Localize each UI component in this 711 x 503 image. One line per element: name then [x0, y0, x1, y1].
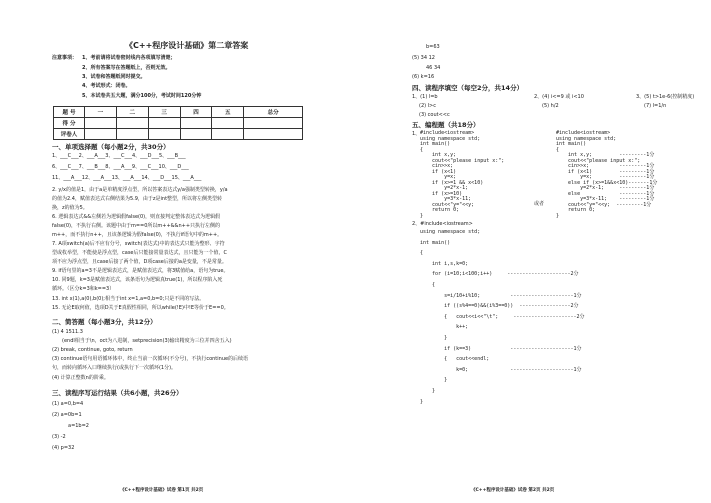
section4-heading: 四、读程序填空（每空2分，共14分）: [412, 84, 524, 92]
note-4: 4、考试形式：闭卷。: [82, 83, 131, 89]
answer-line-2: 6、___C___7、___B___8、___A___9、___C___10、___D___: [52, 164, 189, 170]
note-2: 2、所有答案写在答题纸上，否则无效。: [82, 65, 171, 71]
code-line: cin>>x; ---------1分: [556, 163, 655, 169]
score-header-cell: 总分: [244, 107, 303, 118]
code-line: else ---------1分: [556, 190, 655, 197]
left-page: [0, 0, 355, 503]
expl-line: 15. 无论E取何值，选项D关于E真假性相同，所以while(!E)中!E等价于E==0。: [52, 305, 229, 311]
score-header-cell: 一: [85, 107, 117, 118]
code-line: {: [420, 281, 436, 288]
code-line: if (x<1) ---------1分: [556, 168, 655, 175]
code-line: }: [420, 377, 448, 384]
code-line: }: [420, 398, 424, 405]
result-item: (5) 34 12: [412, 55, 435, 61]
section3-heading: 三、读程序写运行结果（共6小题，共26分）: [52, 389, 183, 397]
or-label: 或者: [534, 201, 545, 207]
expl-line: false(0)，不执行右侧。该题中由于m==0所以m++&&n++只执行左侧的: [52, 223, 221, 229]
code-line: k=0; ---------------------1分: [420, 366, 582, 373]
fill-answer: (2) l>c: [419, 103, 436, 109]
page-footer: 《C++程序设计基础》试卷 第2页 共2页: [471, 488, 555, 493]
code-line: cout<<"y="<<y;: [420, 201, 475, 208]
code-line: else if (x>=1&&x<10)-------1分: [556, 179, 658, 186]
code-line: using namespace std;: [420, 229, 481, 235]
fill-answer: (7) l=1/n: [644, 103, 667, 109]
code-line: return 0;: [556, 207, 596, 213]
code-line: if (x>=1 && x<10): [420, 179, 484, 186]
score-cell: [180, 129, 212, 140]
right-page: [356, 0, 711, 503]
expl-line: 6. 逻辑表达式&&左侧若为逻辑假false(0)，则直接判定整体表达式为逻辑假: [52, 214, 221, 220]
expl-line: 7. A项switch(a)后不应有分号，switch(表达式)中的表达式只能为整形、字符: [52, 241, 225, 247]
fill-answer: 3、(5) t>1e-6(控制精度): [636, 94, 695, 100]
code-line: y=2*x-1;: [420, 185, 469, 191]
page-footer: 《C++程序设计基础》试卷 第1页 共2页: [120, 488, 204, 493]
fill-answer: 2、(4) i<=9 或 i<10: [534, 94, 584, 100]
expl-line: m++，而不执行n++，且该条逻辑为假false(0)，不执行if语句中的m++。: [52, 232, 223, 238]
code-line: if (x>=10): [420, 190, 463, 197]
code-line: cout<<"y="<<y; ---------1分: [556, 201, 652, 208]
note-3: 3、试卷和答题纸同时提交。: [82, 74, 146, 80]
section2-heading: 二、简答题（每小题3分，共12分）: [52, 318, 157, 326]
short-answer: (2) break, continue, goto, return: [52, 347, 133, 353]
code-line: { cout<<i<<"\t"; ---------------------2分: [420, 313, 585, 320]
fill-answer: (5) h/2: [542, 103, 559, 109]
result-item: (3) -2: [52, 434, 66, 440]
code-line: #include<iostream>: [556, 130, 611, 136]
code-line: int x,y; ---------1分: [556, 152, 655, 158]
code-line: y=2*x-1; ---------1分: [556, 185, 655, 191]
code-line: }: [420, 334, 448, 341]
score-cell: [85, 129, 117, 140]
short-answer: (4) 计算正整数n的阶乘。: [52, 375, 109, 381]
score-row-label: 得 分: [54, 118, 85, 129]
score-cell: [244, 118, 303, 129]
result-item: a=1b=2: [68, 423, 89, 429]
code-line: if ((s%4==0)&&(i%3==0)) -----------------2分: [420, 303, 579, 310]
code-line: y=3*x-11;: [420, 196, 472, 202]
score-cell: [116, 118, 148, 129]
code-block-b: [556, 131, 657, 219]
code-line: cout<<"please input x:";: [420, 157, 505, 164]
code-line: {: [556, 146, 560, 153]
score-cell: [148, 118, 180, 129]
score-header-cell: 四: [180, 107, 212, 118]
fill-answer: 1、(1) l=b: [412, 94, 438, 100]
code-block-c: [420, 230, 585, 410]
result-item: (4) p=32: [52, 445, 75, 451]
code-line: int main(): [420, 141, 451, 147]
note-1: 1、考前请将试卷密封线内各项填写清楚；: [82, 55, 176, 61]
expl-line: 2. y/x的值是1，由于a是单精度浮点型，所以答案表达式y/a强制类型转换，y/a: [52, 187, 228, 193]
code-line: }: [420, 387, 436, 394]
score-cell: [85, 118, 117, 129]
result-item: 46 34: [426, 65, 441, 71]
result-item: b=63: [426, 44, 440, 50]
score-cell: [212, 129, 244, 140]
program-2-label: 2、#include<iostream>: [412, 221, 473, 227]
score-header-cell: 题 号: [54, 107, 85, 118]
expl-line: 循环。（区分k=3和k==3）: [52, 286, 115, 292]
code-line: using namespace std;: [556, 135, 617, 142]
code-line: k++;: [420, 324, 469, 331]
note-5: 5、本试卷共五大题，满分100分，考试时间120分钟: [82, 93, 202, 99]
score-table: [53, 106, 303, 140]
short-answer: (endl相当于\n，oct为八进制，setprecision(3)输出精度为三位并四舍五入): [62, 338, 232, 344]
answer-line-3: 11、___A___12、___A___13、___A___14、___D___15、___A___: [52, 175, 202, 181]
code-line: for (i=10;i<100;i++) ---------------------2分: [420, 271, 579, 278]
expl-line: 10. 同9题，k=3是赋值表达式，该条语句为逻辑真true(1)，所以程序陷入死: [52, 277, 223, 283]
result-item: (1) a=0,b=4: [52, 401, 84, 407]
code-line: s=i/10+i%10; ---------------------1分: [420, 292, 582, 299]
expl-line: 换，z的值为5。: [52, 205, 88, 211]
section1-heading: 一、单项选择题（每小题2分，共30分）: [52, 143, 170, 151]
code-line: if (x<1): [420, 168, 457, 175]
page-title: 《C++程序设计基础》第二章答案: [125, 41, 249, 50]
result-item: (6) k=16: [412, 74, 435, 80]
expl-line: 13. int x(1),a(0),b(0);相当于int x=1,a=0,b=0;只是不同的写法。: [52, 296, 205, 302]
score-cell: [180, 118, 212, 129]
score-cell: [148, 129, 180, 140]
notes-label: 注意事项：: [52, 55, 78, 61]
section5-heading: 五、编程题（共18分）: [412, 121, 480, 129]
code-line: int i,s,k=0;: [420, 260, 469, 267]
expl-line: 的值为2.4，赋值表达式右侧结果为5.9，由于z是int整型，所以将左侧类型转: [52, 196, 223, 202]
score-header-cell: 五: [212, 107, 244, 118]
expl-line: 9. if语句里的a=3不是逻辑表达式，是赋值表达式，将3赋值给a，语句为true。: [52, 268, 229, 274]
code-line: cin>>x;: [420, 163, 454, 169]
code-line: int x,y;: [420, 152, 457, 158]
short-answer: (1) 4 1511.3: [52, 329, 83, 335]
expl-line: 项不应为浮点型，且case后接了两个值，D项case后接的a是变量，不是常量。: [52, 259, 227, 265]
score-cell: [116, 129, 148, 140]
code-line: y=x;: [420, 174, 457, 180]
code-line: return 0;: [420, 207, 460, 213]
code-line: int main(): [556, 141, 587, 147]
code-line: cout<<"please input x:";: [556, 157, 641, 164]
code-line: y=x; ---------1分: [556, 174, 655, 180]
short-answer: (3) continue语句用语循环体中，终止当前一次循环(不分号)，不执行continue的后续语: [52, 356, 249, 362]
score-row-label: 评卷人: [54, 129, 85, 140]
code-line: {: [420, 146, 424, 153]
score-header-cell: 二: [116, 107, 148, 118]
code-line: {: [420, 250, 424, 257]
answer-line-1: 1、___C___2、___A___3、___C___4、___D___5、___B___: [52, 153, 186, 159]
short-answer: 句，而转向循环入口继续执行(或执行下一次循环(1分)。: [52, 365, 177, 371]
code-line: if (k==3) ---------------------1分: [420, 345, 582, 352]
program-1-label: 1、: [412, 131, 421, 137]
score-cell: [212, 118, 244, 129]
code-block-a: [420, 131, 504, 219]
code-line: { cout<<endl;: [420, 356, 490, 363]
code-line: using namespace std;: [420, 135, 481, 142]
score-header-cell: 三: [148, 107, 180, 118]
code-line: #include<iostream>: [420, 130, 475, 136]
code-line: y=3*x-11; ---------1分: [556, 196, 655, 202]
code-line: }: [556, 212, 560, 219]
expl-line: 型或枚举型，不能使是浮点型，case后只能接常量表达式，且只能为一个值，C: [52, 250, 227, 256]
score-cell: [244, 129, 303, 140]
code-line: int main(): [420, 239, 451, 246]
fill-answer: (3) cout<<c: [419, 112, 450, 118]
result-item: (2) a=0b=1: [52, 412, 82, 418]
code-line: }: [420, 212, 424, 219]
